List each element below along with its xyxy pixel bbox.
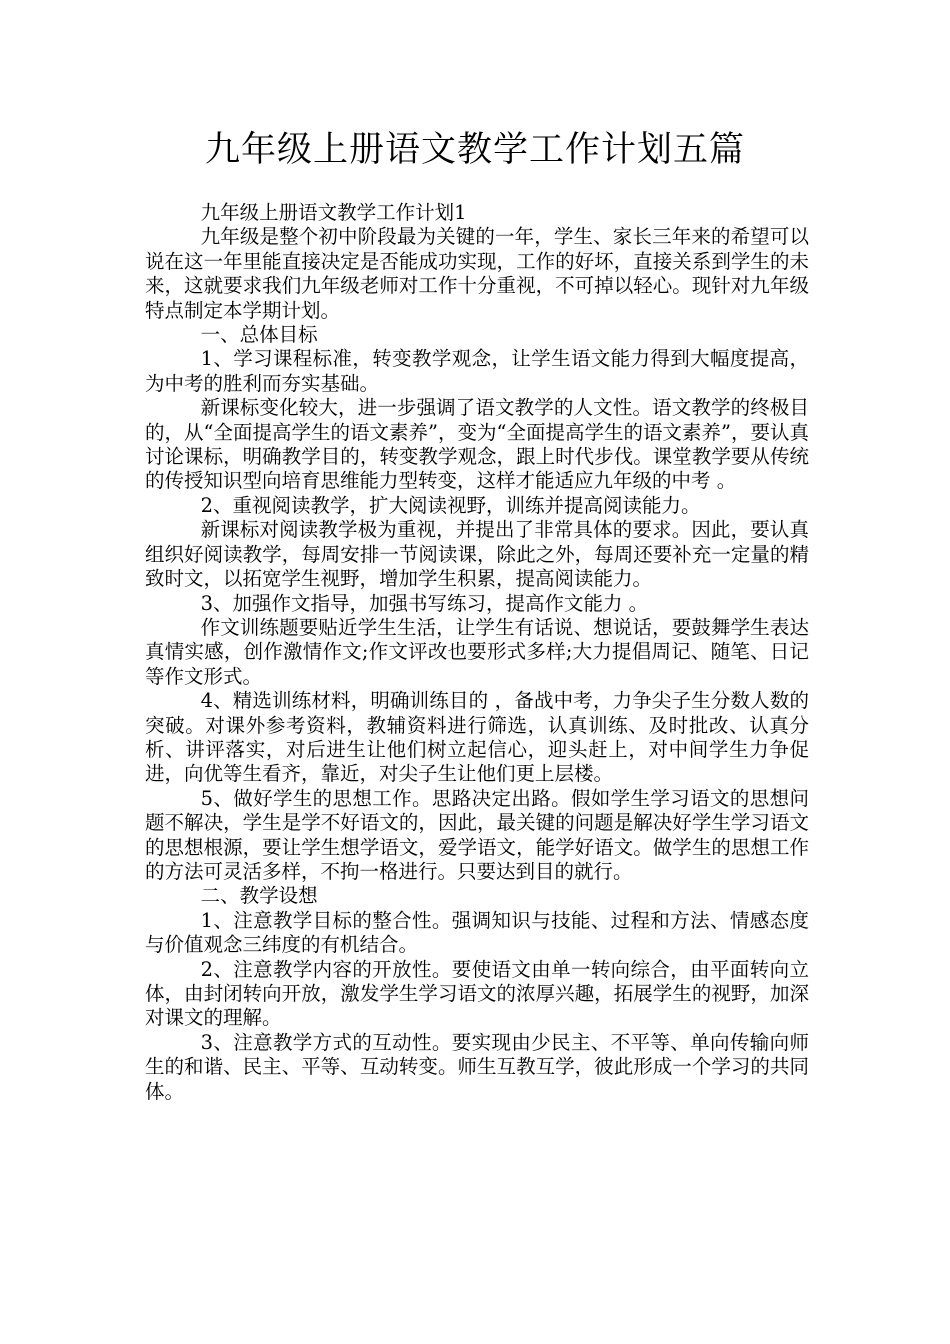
goal-item-3: 3、加强作文指导，加强书写练习，提高作文能力 。	[200, 591, 649, 615]
intro-paragraph: 九年级是整个初中阶段最为关键的一年，学生、家长三年来的希望可以说在这一年里能直接决定是否能成功实现，工作的好坏，直接关系到学生的未来，这就要求我们九年级老师对工作十分重视，不可掉以轻心。现针对九年级特点制定本学期计划。	[145, 225, 809, 322]
goal-item-3-detail: 作文训练题要贴近学生生活，让学生有话说、想说话，要鼓舞学生表达真情实感，创作激情作文;作文评改也要形式多样;大力提倡周记、随笔、日记等作文形式。	[145, 615, 809, 688]
idea-item-3: 3、注意教学方式的互动性。要实现由少民主、不平等、单向传输向师生的和谐、民主、平等、互动转变。师生互教互学，彼此形成一个学习的共同体。	[145, 1030, 809, 1103]
goal-item-2: 2、重视阅读教学，扩大阅读视野，训练并提高阅读能力。	[200, 493, 701, 517]
section-heading-overall-goals: 一、总体目标	[200, 323, 318, 347]
document-title: 九年级上册语文教学工作计划五篇	[204, 130, 745, 170]
goal-item-1-detail: 新课标变化较大，进一步强调了语文教学的人文性。语文教学的终极目的，从“全面提高学生的语文素养”，变为“全面提高学生的语文素养”，要认真讨论课标，明确教学目的，转变教学观念，跟上时代步伐。课堂教学要从传统的传授知识型向培育思维能力型转变，这样才能适应九年级的中考 。	[145, 396, 809, 493]
goal-item-5: 5、做好学生的思想工作。思路决定出路。假如学生学习语文的思想问题不解决，学生是学不好语文的，因此，最关键的问题是解决好学生学习语文的思想根源，要让学生想学语文，爱学语文，能学好语文。做学生的思想工作的方法可灵活多样，不拘一格进行。只要达到目的就行。	[145, 786, 809, 883]
goal-item-4: 4、精选训练材料，明确训练目的 ，备战中考，力争尖子生分数人数的突破。对课外参考资料，教辅资料进行筛选，认真训练、及时批改、认真分析、讲评落实，对后进生让他们树立起信心，迎头赶上，对中间学生力争促进，向优等生看齐，靠近，对尖子生让他们更上层楼。	[145, 689, 809, 786]
goal-item-1: 1、学习课程标准，转变教学观念，让学生语文能力得到大幅度提高，为中考的胜利而夯实基础。	[145, 347, 809, 395]
section-heading-teaching-ideas: 二、教学设想	[200, 884, 318, 908]
plan-heading: 九年级上册语文教学工作计划1	[200, 201, 467, 224]
idea-item-1: 1、注意教学目标的整合性。强调知识与技能、过程和方法、情感态度与价值观念三纬度的有机结合。	[145, 908, 809, 957]
idea-item-2: 2、注意教学内容的开放性。要使语文由单一转向综合，由平面转向立体，由封闭转向开放，激发学生学习语文的浓厚兴趣，拓展学生的视野，加深对课文的理解。	[145, 957, 809, 1030]
goal-item-2-detail: 新课标对阅读教学极为重视，并提出了非常具体的要求。因此，要认真组织好阅读教学，每周安排一节阅读课，除此之外，每周还要补充一定量的精致时文，以拓宽学生视野，增加学生积累，提高阅读能力。	[145, 518, 809, 591]
document-body	[145, 201, 809, 1104]
